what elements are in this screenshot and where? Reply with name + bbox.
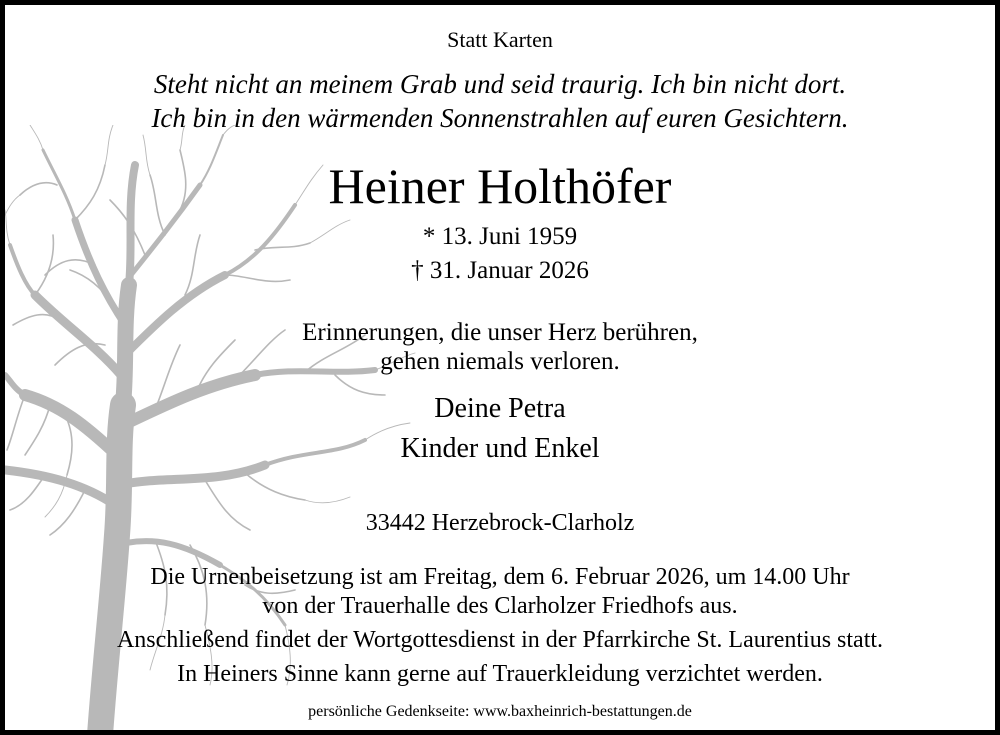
header-statt-karten: Statt Karten [447, 27, 553, 52]
death-date: † 31. Januar 2026 [411, 257, 589, 284]
funeral-info-line-1: Die Urnenbeisetzung ist am Freitag, dem 6. Februar 2026, um 14.00 Uhr [150, 564, 850, 590]
quote-line-1: Steht nicht an meinem Grab und seid traurig. Ich bin nicht dort. [153, 69, 847, 99]
signature-partner: Deine Petra [434, 393, 566, 424]
quote-line-2: Ich bin in den wärmenden Sonnenstrahlen auf euren Gesichtern. [151, 103, 849, 133]
birth-date: * 13. Juni 1959 [422, 223, 578, 250]
memorial-website: persönliche Gedenkseite: www.baxheinrich-bestattungen.de [308, 703, 692, 720]
memory-line-2: gehen niemals verloren. [380, 348, 620, 375]
funeral-info-line-3: Anschließend findet der Wortgottesdienst in der Pfarrkirche St. Laurentius statt. [116, 627, 884, 653]
place-of-residence: 33442 Herzebrock-Clarholz [365, 510, 635, 536]
funeral-info-line-4: In Heiners Sinne kann gerne auf Trauerkleidung verzichtet werden. [177, 661, 823, 687]
deceased-name: Heiner Holthöfer [328, 158, 672, 214]
memory-line-1: Erinnerungen, die unser Herz berühren, [302, 319, 698, 346]
funeral-info-line-2: von der Trauerhalle des Clarholzer Friedhofs aus. [262, 593, 738, 619]
signature-family: Kinder und Enkel [400, 433, 600, 464]
